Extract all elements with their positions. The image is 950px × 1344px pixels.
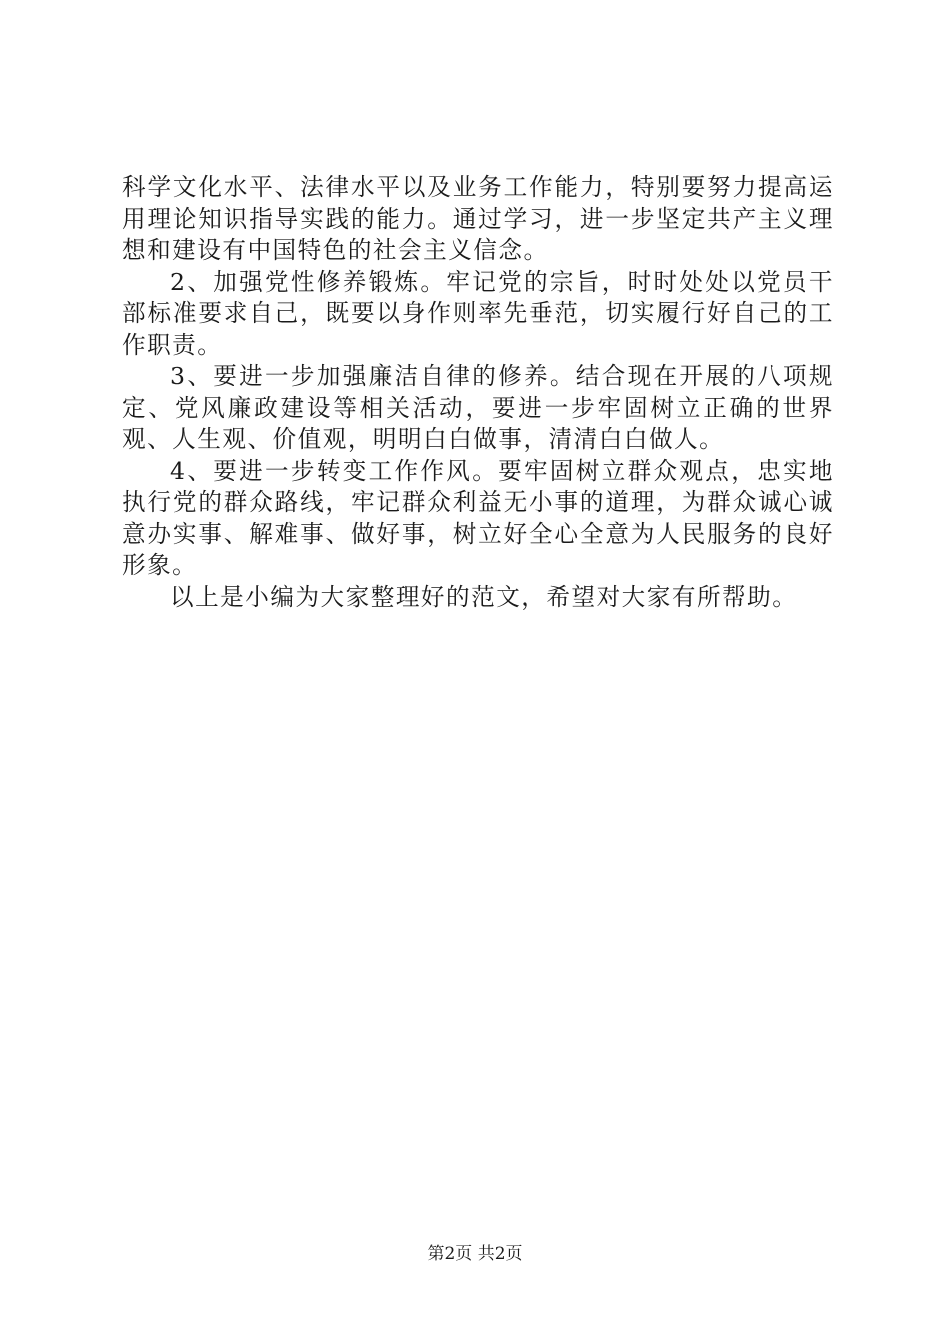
page-number-footer: 第2页 共2页 [427,1244,523,1264]
paragraph-item-3: 3、要进一步加强廉洁自律的修养。结合现在开展的八项规定、党风廉政建设等相关活动，要进一步牢固树立正确的世界观、人生观、价值观，明明白白做事，清清白白做人。 [122,362,834,453]
paragraph-continuation: 科学文化水平、法律水平以及业务工作能力，特别要努力提高运用理论知识指导实践的能力。通过学习，进一步坚定共产主义理想和建设有中国特色的社会主义信念。 [122,173,834,264]
document-body [122,172,834,613]
paragraph-item-4: 4、要进一步转变工作作风。要牢固树立群众观点，忠实地执行党的群众路线，牢记群众利益无小事的道理，为群众诚心诚意办实事、解难事、做好事，树立好全心全意为人民服务的良好形象。 [122,456,834,579]
paragraph-item-2: 2、加强党性修养锻炼。牢记党的宗旨，时时处处以党员干部标准要求自己，既要以身作则率先垂范，切实履行好自己的工作职责。 [122,267,834,359]
paragraph-closing: 以上是小编为大家整理好的范文，希望对大家有所帮助。 [170,582,798,611]
